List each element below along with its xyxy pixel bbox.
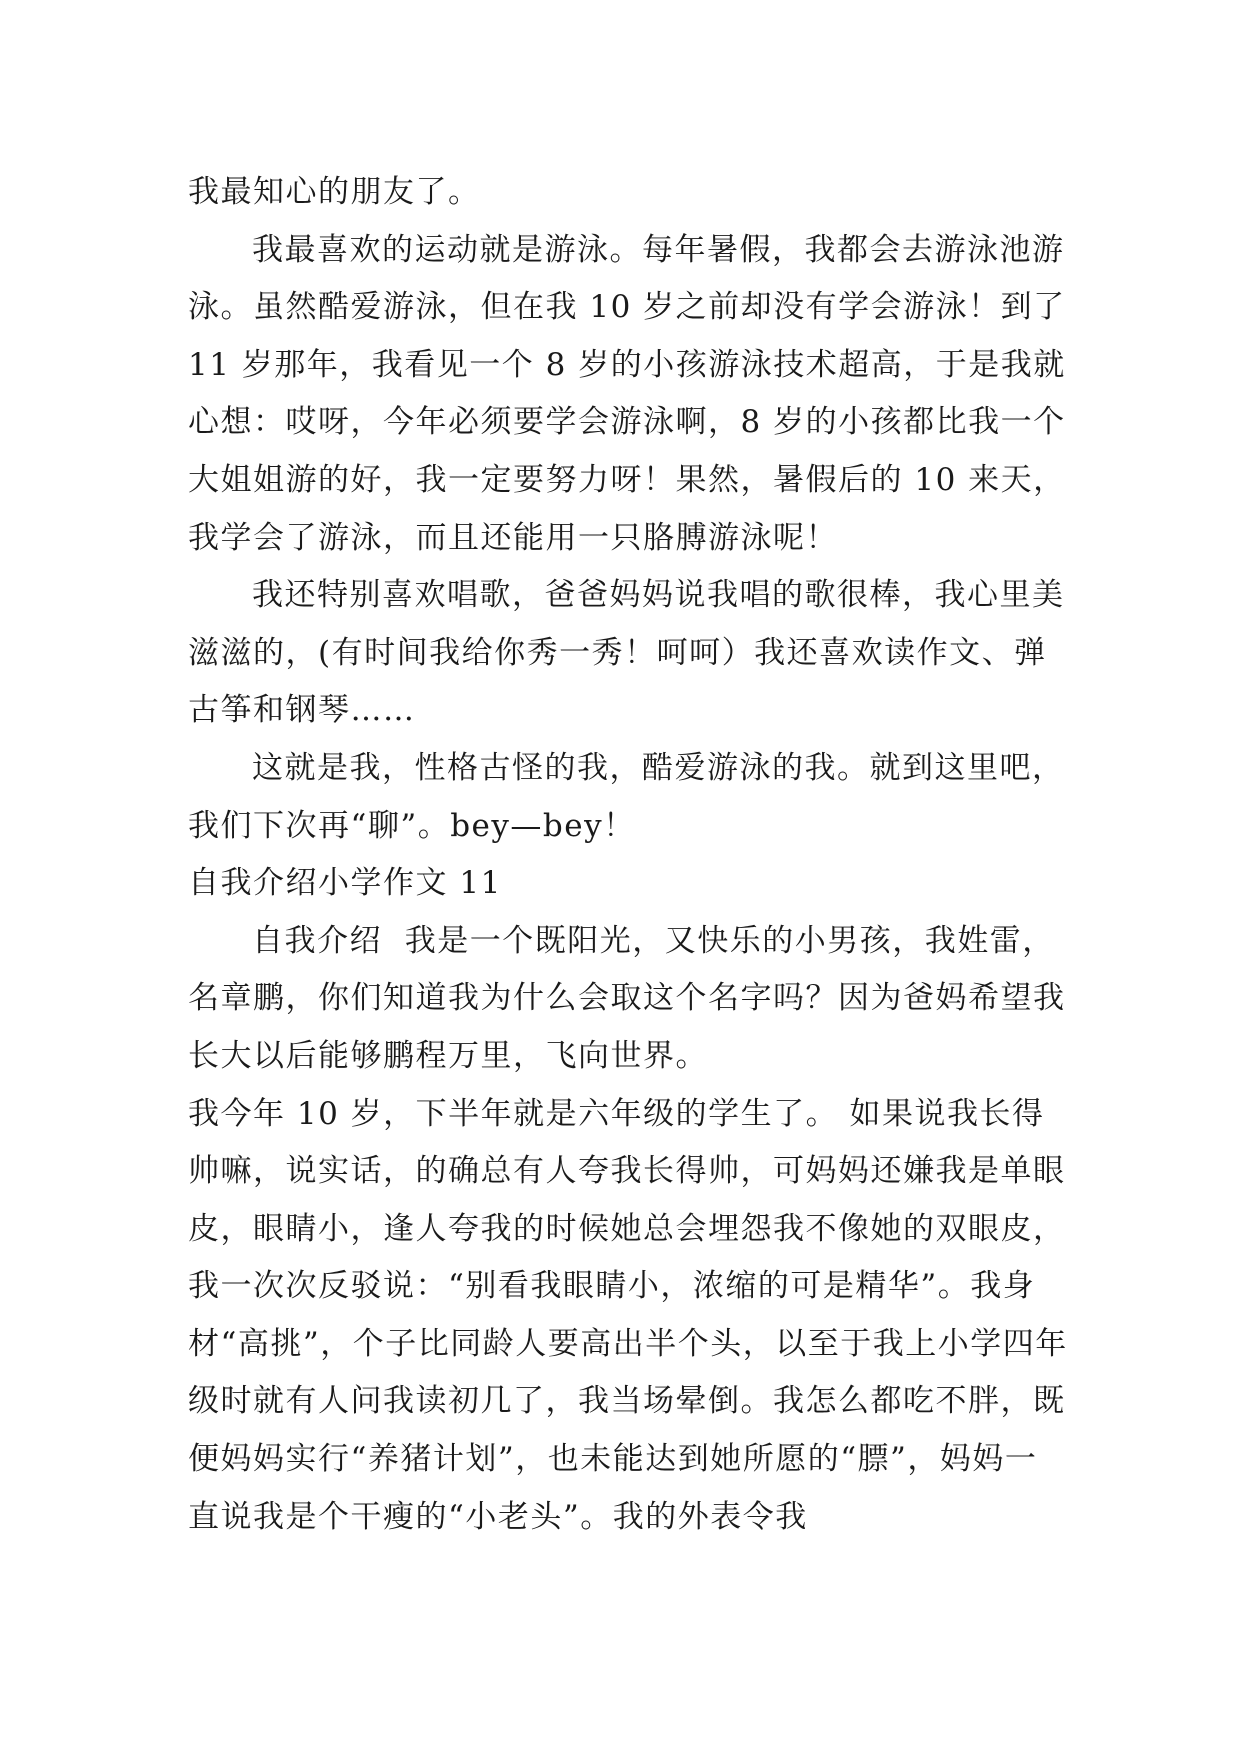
section-heading: 自我介绍小学作文 11: [188, 865, 502, 902]
paragraph-closing: 这就是我，性格古怪的我，酷爱游泳的我。就到这里吧，我们下次再“聊”。bey—bey！: [188, 749, 1065, 844]
document-page: [188, 164, 1078, 1546]
paragraph-swimming: 我最喜欢的运动就是游泳。每年暑假，我都会去游泳池游泳。虽然酷爱游泳，但在我 10 岁之前却没有学会游泳！到了 11 岁那年，我看见一个 8 岁的小孩游泳技术超高，于是我就心想：哎呀，今年必须要学会游泳啊，8 岁的小孩都比我一个大姐姐游的好，我一定要努力呀！果然，暑假后的 10 来天，我学会了游泳，而且还能用一只胳膊游泳呢！: [188, 231, 1078, 556]
paragraph-appearance: 我今年 10 岁，下半年就是六年级的学生了。 如果说我长得帅嘛，说实话，的确总有人夸我长得帅，可妈妈还嫌我是单眼皮，眼睛小，逢人夸我的时候她总会埋怨我不像她的双眼皮，我一次次反驳说：“别看我眼睛小，浓缩的可是精华”。我身材“高挑”，个子比同龄人要高出半个头，以至于我上小学四年级时就有人问我读初几了，我当场晕倒。我怎么都吃不胖，既便妈妈实行“养猪计划”，也未能达到她所愿的“膘”，妈妈一直说我是个干瘦的“小老头”。我的外表令我: [188, 1095, 1068, 1535]
paragraph-singing: 我还特别喜欢唱歌，爸爸妈妈说我唱的歌很棒，我心里美滋滋的，(有时间我给你秀一秀！呵呵）我还喜欢读作文、弹古筝和钢琴……: [188, 577, 1065, 729]
paragraph-1: 我最知心的朋友了。: [188, 174, 481, 210]
paragraph-intro: 自我介绍 我是一个既阳光，又快乐的小男孩，我姓雷，名章鹏，你们知道我为什么会取这个名字吗？因为爸妈希望我长大以后能够鹏程万里，飞向世界。: [188, 922, 1066, 1074]
